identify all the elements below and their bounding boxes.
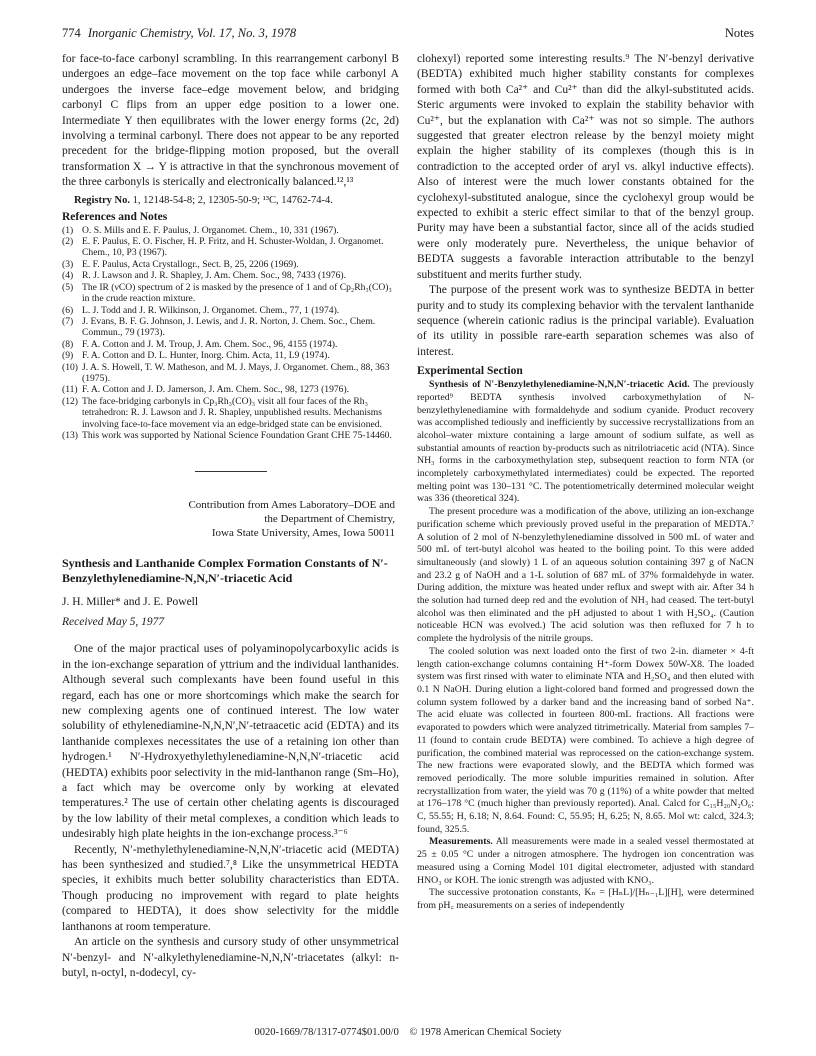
reference-item (62, 225, 399, 236)
body-paragraph: One of the major practical uses of polyaminopolycarboxylic acids is in the ion-exchange separation of yttrium and the individual lanthanides. Although several such complexants have been found useful in this regard, each has one or more shortcomings which make the search for new complexing agents one of continued interest. The low water solubility of ethylenediamine-N,N,N′,N′-tetraacetic acid (EDTA) and its lanthanide complexes necessitates the use of a retaining ion other than hydrogen.¹ N′-Hydroxyethylethylenediamine-N,N,N′-triacetic acid (HEDTA) exhibits poor selectivity in the mid-lanthanon range (Sm–Ho), a fact which may be overcome only by working at elevated temperatures.² The use of certain other chelating agents is discouraged by the low lability of their metal complexes, a condition which leads to undesirably high plate heights in the ion-exchange process.³⁻⁶ (62, 643, 399, 841)
page-number: 774 (62, 26, 81, 40)
affiliation (62, 498, 399, 540)
reference-number: (7) (62, 315, 74, 327)
footer-code: 0020-1669/78/1317-0774$01.00/0 (254, 1027, 399, 1038)
reference-number: (8) (62, 338, 74, 350)
reference-text: F. A. Cotton and J. M. Troup, J. Am. Chem. Soc., 96, 4155 (1974). (82, 338, 338, 350)
reference-item (62, 316, 399, 339)
reference-text: The face-bridging carbonyls in Cp₃Rh₃(CO)₃ visit all four faces of the Rh₃ tetrahedron: R. J. Lawson and J. R. Shapley, unpublished results. Mechanisms involving face-to-face movement via an edge-bridged state can be envisioned. (82, 395, 382, 430)
reference-item (62, 350, 399, 361)
reference-text: J. Evans, B. F. G. Johnson, J. Lewis, and J. R. Norton, J. Chem. Soc., Chem. Commun., 79 (1973). (82, 315, 376, 339)
body-paragraph: Recently, N′-methylethylenediamine-N,N,N′-triacetic acid (MEDTA) has been synthesized and studied.⁷,⁸ Like the unsymmetrical HEDTA species, it exhibits much better solubility characteristics than EDTA. Though producing no improvement with regard to plate heights (compared to HEDTA), it does show selectivity for the middle lanthanons at room temperature. (62, 843, 399, 933)
reference-number: (4) (62, 270, 74, 282)
article-authors: J. H. Miller* and J. E. Powell (62, 596, 199, 609)
reference-number: (5) (62, 281, 74, 293)
reference-text: J. A. S. Howell, T. W. Matheson, and M. J. Mays, J. Organomet. Chem., 88, 363 (1975). (82, 361, 390, 384)
measurements-text: All measurements were made in a sealed vessel thermostated at 25 ± 0.05 °C under a nitrogen atmosphere. The hydrogen ion concentration was measured using a Corning Model 101 digital electrometer, adjusted with standard HNO₃ or KOH. The ionic strength was adjusted with KNO₃. (417, 836, 754, 886)
synthesis-paragraph: The cooled solution was next loaded onto the first of two 2-in. diameter × 4-ft length cation-exchange columns containing H⁺-form Dowex 50W-X8. The loaded system was first rinsed with water to eliminate NTA and H₂SO₄ and then eluted with 0.1 N NaOH. During elution a light-colored band formed and progressed down the column system followed by a darker band and the increasing band of sorbed Na⁺. The acid eluate was collected in fourteen 800-mL fractions. All fractions were evaporated to powders which were analyzed titrimetrically. Material from samples 7–11 (found to contain crude BEDTA) were combined. To achieve a high degree of purification, the combined material was reprocessed on the cation-exchange system. The new fractions were evaporated slowly, and the BEDTA which formed was removed periodically. The more soluble impurities remained in solution. After recrystallization from water, the yield was 70 g (11%) of a white powder that melted at 176–178 °C (much higher than previously reported). Anal. Calcd for C₁₅H₂₀N₂O₆: C, 55.55; H, 6.18; N, 8.64. Found: C, 55.95; H, 6.25; N, 8.65. Mol wt: calcd, 324.3; found, 325.5. (417, 645, 754, 835)
section-label: Notes (724, 26, 754, 40)
reference-number: (12) (62, 395, 78, 407)
affiliation-line: Iowa State University, Ames, Iowa 50011 (211, 527, 395, 540)
registry-text: 1, 12148-54-8; 2, 12305-50-9; ¹³C, 14762-74-4. (132, 194, 333, 206)
body-paragraph: clohexyl) reported some interesting results.⁹ The N′-benzyl derivative (BEDTA) exhibited much higher stability constants for complexes formed with both Ca²⁺ and Cu²⁺ than did the alkyl-substituted acids. Steric arguments were invoked to explain the stability behavior with Cu²⁺, but the explanation with Ca²⁺ was not so simple. The authors suggested that greater electron release by the benzyl moiety might explain the higher stability of its complexes (though this is in contradiction to the accepted order of aryl vs. alkyl inductive effects). Also of interest were the much lower constants obtained for the cyclohexyl-substituted analogue, since the cyclohexyl group would be expected to exhibit a steric effect similar to that of the benzyl group. Purity may have been a substantial factor, since all of the acids studied were only moderately pure. Nevertheless, the unique behavior of BEDTA suggests a favorable interaction attributable to the benzyl substituent and merits further study. (417, 53, 754, 281)
body-paragraph: The purpose of the present work was to synthesize BEDTA in better purity and to study its complexing behavior with the tervalent lanthanide sequence (wherein cationic radius is the principal variable). Evaluation of its utility in possible rare-earth separation schemes was also of interest. (417, 284, 754, 358)
reference-item (62, 259, 399, 270)
reference-number: (9) (62, 350, 74, 362)
section-divider (195, 471, 267, 472)
measurements-paragraph (417, 836, 754, 887)
reference-number: (1) (62, 224, 74, 236)
experimental-heading: Experimental Section (417, 365, 523, 378)
reference-number: (3) (62, 258, 74, 270)
received-date: Received May 5, 1977 (62, 616, 165, 629)
right-column (417, 52, 754, 913)
reference-item (62, 396, 399, 430)
synthesis-text: The previously reported⁹ BEDTA synthesis involved carboxymethylation of N-benzylethylenediamine with formaldehyde and sodium cyanide. Product recovery was accomplished tediously and inefficiently by successive recrystallizations from an alcohol–water mixture containing a large amount of sodium sulfate, as well as substantial amounts of reaction by-products such as nitrilotriacetic acid (NTA). Since NH₃ forms in the carboxymethylation step, subsequent reaction to form NTA (or incompletely carboxymethylated intermediates) could be expected. The reported melting point was 130–131 °C. The potentiometrically determined molecular weight was 336 (theoretical 324). (417, 379, 754, 505)
reference-item (62, 384, 399, 395)
page-footer (0, 1027, 816, 1038)
reference-number: (6) (62, 304, 74, 316)
left-column (62, 52, 399, 981)
reference-number: (13) (62, 429, 78, 441)
registry-numbers (62, 194, 399, 207)
reference-number: (10) (62, 361, 78, 373)
reference-text: F. A. Cotton and D. L. Hunter, Inorg. Chim. Acta, 11, L9 (1974). (82, 350, 330, 362)
journal-citation: Inorganic Chemistry, Vol. 17, No. 3, 1978 (87, 26, 297, 40)
reference-text: The IR (νCO) spectrum of 2 is masked by the presence of 1 and of Cp₂Rh₃(CO)₃ in the crude reaction mixture. (82, 281, 392, 305)
synthesis-runin-heading: Synthesis of N′-Benzylethylenediamine-N,N,N′-triacetic Acid. (429, 379, 690, 391)
continuation-paragraph: for face-to-face carbonyl scrambling. In this rearrangement carbonyl B undergoes an edge–face movement on the top face while carbonyl A undergoes the inverse face–edge movement below, and bridging carbonyl C flips from an upper edge position to a lower one. Intermediate Y then equilibrates with the lower energy forms (2c, 2d) involving a terminal carbonyl. There does not appear to be any reported precedent for the bridge-flipping motion proposed, but the overall transformation X → Y is attractive in that the synchronous movement of the three carbonyls is sterically and electronically balanced.¹²,¹³ (62, 53, 399, 189)
references-heading: References and Notes (62, 210, 168, 223)
references-list (62, 225, 399, 442)
reference-text: E. F. Paulus, E. O. Fischer, H. P. Fritz, and H. Schuster-Woldan, J. Organomet. Chem., 10, P3 (1967). (82, 236, 384, 259)
reference-item (62, 430, 399, 441)
reference-text: F. A. Cotton and J. D. Jamerson, J. Am. Chem. Soc., 98, 1273 (1976). (82, 384, 350, 396)
measurements-paragraph: The successive protonation constants, Kₙ = [HₙL]/[Hₙ₋₁L][H], were determined from pH꜀ measurements on a series of independently (417, 887, 754, 911)
reference-number: (11) (62, 384, 78, 396)
reference-item (62, 282, 399, 305)
reference-text: L. J. Todd and J. R. Wilkinson, J. Organomet. Chem., 77, 1 (1974). (82, 304, 340, 316)
reference-item (62, 236, 399, 259)
reference-text: This work was supported by National Science Foundation Grant CHE 75-14460. (82, 429, 392, 441)
reference-text: O. S. Mills and E. F. Paulus, J. Organomet. Chem., 10, 331 (1967). (82, 224, 339, 236)
running-head (62, 26, 754, 44)
synthesis-paragraph (417, 379, 754, 506)
synthesis-paragraph: The present procedure was a modification of the above, utilizing an ion-exchange purification scheme which previously proved useful in the preparation of MEDTA.⁷ A solution of 2 mol of N-benzylethylenediamine dissolved in 500 mL of water and 500 mL of tert-butyl alcohol was heated to the boiling point. To this were added simultaneously (and slowly) 1 L of an aqueous solution containing 397 g of NaCN and 23.2 g of NaOH and a 1-L solution of 687 mL of 37% formaldehyde in water. During addition, the mixture was heated under reflux and swept with air. After 34 h the solution had turned deep red and the evolution of NH₃ had ceased. The tert-butyl alcohol was then eliminated and the pH adjusted to about 1 with H₂SO₄. (Caution noticeable HCN was evolved.) The acid solution was then refluxed for 7 h to complete the hydrolysis of the nitrile groups. (417, 506, 754, 645)
registry-label: Registry No. (74, 194, 130, 206)
reference-text: E. F. Paulus, Acta Crystallogr., Sect. B, 25, 2206 (1969). (82, 258, 299, 270)
reference-item (62, 305, 399, 316)
affiliation-line: the Department of Chemistry, (264, 513, 395, 526)
reference-item (62, 362, 399, 385)
reference-item (62, 270, 399, 281)
body-paragraph: An article on the synthesis and cursory study of other unsymmetrical N′-benzyl- and N′-alkylethylenediamine-N,N,N′-triacetates (alkyl: n-butyl, n-octyl, n-dodecyl, cy- (62, 936, 399, 979)
reference-item (62, 339, 399, 350)
reference-number: (2) (62, 236, 74, 248)
running-head-journal (62, 26, 296, 41)
affiliation-line: Contribution from Ames Laboratory–DOE and (188, 499, 395, 512)
footer-copyright: © 1978 American Chemical Society (409, 1027, 562, 1038)
reference-text: R. J. Lawson and J. R. Shapley, J. Am. Chem. Soc., 98, 7433 (1976). (82, 270, 346, 282)
article-title: Synthesis and Lanthanide Complex Formation Constants of N′-Benzylethylenediamine-N,N,N′-triacetic Acid (62, 556, 388, 586)
measurements-runin-heading: Measurements. (429, 836, 493, 848)
